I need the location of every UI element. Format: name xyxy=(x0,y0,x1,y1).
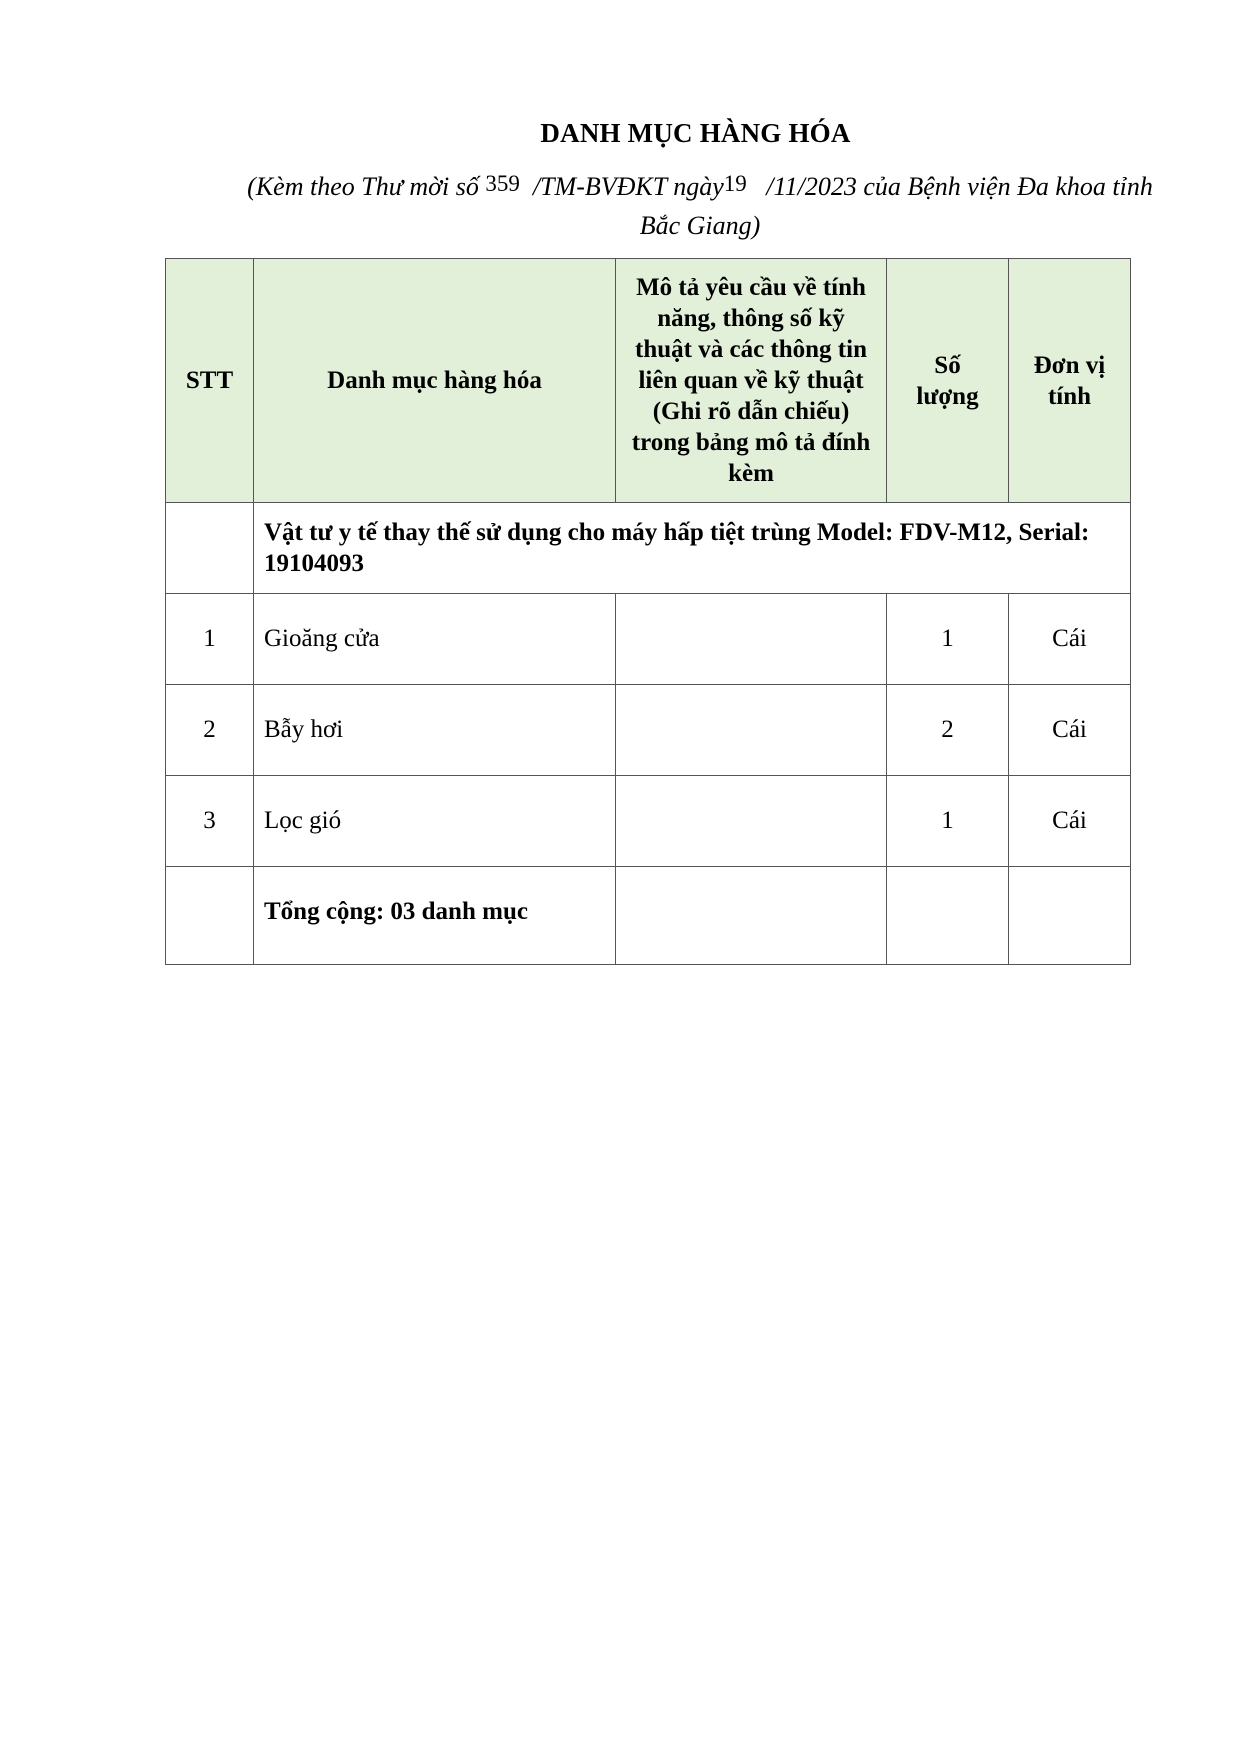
row-description xyxy=(616,776,887,867)
subtitle-suffix: /11/2023 của Bệnh viện Đa khoa tỉnh Bắc Giang) xyxy=(639,172,1153,240)
row-description xyxy=(616,594,887,685)
header-stt: STT xyxy=(166,259,254,503)
header-unit: Đơn vị tính xyxy=(1009,259,1131,503)
row-quantity: 1 xyxy=(887,594,1009,685)
total-row xyxy=(166,867,1131,965)
header-quantity: Số lượng xyxy=(887,259,1009,503)
group-stt-cell xyxy=(166,503,254,594)
total-quantity-cell xyxy=(887,867,1009,965)
row-unit: Cái xyxy=(1009,685,1131,776)
row-item: Lọc gió xyxy=(254,776,616,867)
row-quantity: 2 xyxy=(887,685,1009,776)
table-row xyxy=(166,685,1131,776)
table-header-row xyxy=(166,259,1131,503)
table-row xyxy=(166,776,1131,867)
total-stt-cell xyxy=(166,867,254,965)
document-subtitle: (Kèm theo Thư mời số 359 /TM-BVĐKT ngày19 /11/2023 của Bệnh viện Đa khoa tỉnh Bắc Giang) xyxy=(247,171,1153,240)
row-description xyxy=(616,685,887,776)
letter-day: 19 xyxy=(723,171,747,196)
total-unit-cell xyxy=(1009,867,1131,965)
row-unit: Cái xyxy=(1009,776,1131,867)
header-description: Mô tả yêu cầu về tính năng, thông số kỹ thuật và các thông tin liên quan về kỹ thuật (Ghi rõ dẫn chiếu) trong bảng mô tả đính kèm xyxy=(616,259,887,503)
row-stt: 1 xyxy=(166,594,254,685)
total-label: Tổng cộng: 03 danh mục xyxy=(254,867,616,965)
group-label: Vật tư y tế thay thế sử dụng cho máy hấp tiệt trùng Model: FDV-M12, Serial: 19104093 xyxy=(254,503,1131,594)
row-stt: 3 xyxy=(166,776,254,867)
row-item: Bẫy hơi xyxy=(254,685,616,776)
row-stt: 2 xyxy=(166,685,254,776)
row-quantity: 1 xyxy=(887,776,1009,867)
group-row xyxy=(166,503,1131,594)
table-row xyxy=(166,594,1131,685)
letter-number: 359 xyxy=(485,171,520,196)
row-item: Gioăng cửa xyxy=(254,594,616,685)
header-item: Danh mục hàng hóa xyxy=(254,259,616,503)
subtitle-middle: /TM-BVĐKT ngày xyxy=(532,172,724,201)
subtitle-prefix: Kèm theo Thư mời số xyxy=(255,172,479,201)
total-description-cell xyxy=(616,867,887,965)
row-unit: Cái xyxy=(1009,594,1131,685)
document-title: DANH MỤC HÀNG HÓA xyxy=(540,118,851,148)
goods-table xyxy=(165,258,1131,965)
